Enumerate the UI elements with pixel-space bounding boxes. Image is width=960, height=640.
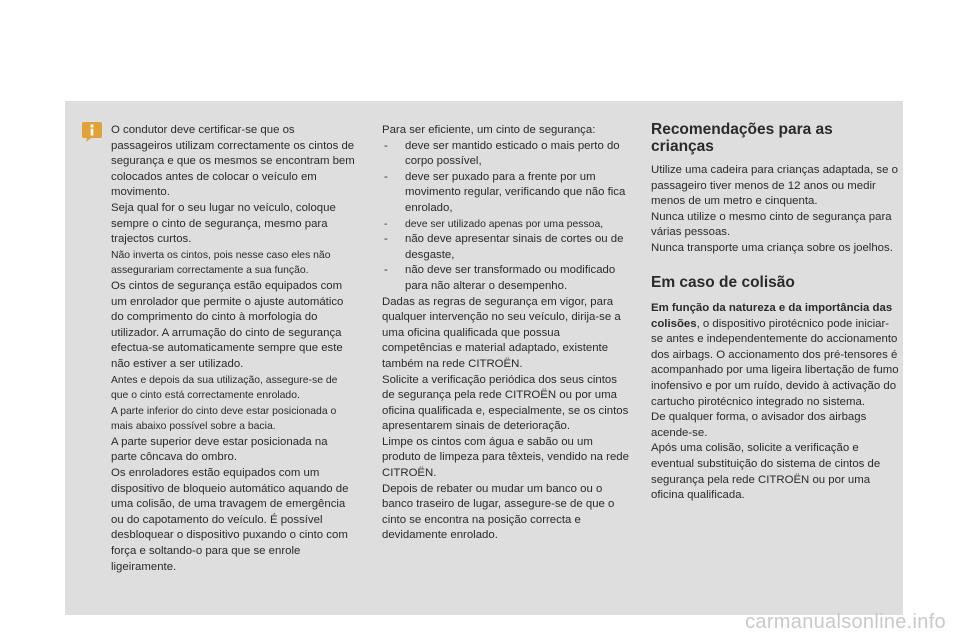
paragraph: Depois de rebater ou mudar um banco ou o banco traseiro de lugar, assegure-se de que o cinto se encontra na posição correcta e devidamente enrolado. [382, 482, 615, 542]
paragraph: Solicite a verificação periódica dos seus cintos de segurança pela rede CITROËN ou por uma oficina qualificada e, especialmente, se os cintos apresentarem sinais de deterioração. [382, 373, 629, 433]
collision-text: , o dispositivo pirotécnico pode iniciar-se antes e independentemente do accionamento dos airbags. O accionamento dos pré-tensores é acompanhado por uma ligeira libertação de fumo inofensivo e por um ruído, devido à activação do cartucho pirotécnico integrado no sistema. [651, 317, 899, 408]
paragraph: O condutor deve certificar-se que os passageiros utilizam correctamente os cintos de segurança e que os mesmos se encontram bem colocados antes de colocar o veículo em movimento. [111, 124, 355, 199]
paragraph: Antes e depois da sua utilização, assegure-se de que o cinto está correctamente enrolado. [111, 374, 338, 402]
list-item: - não deve apresentar sinais de cortes ou de desgaste, [382, 232, 632, 263]
paragraph: Nunca utilize o mesmo cinto de segurança para várias pessoas. [651, 210, 892, 239]
info-column [111, 123, 356, 575]
paragraph: De qualquer forma, o avisador dos airbags acende-se. [651, 411, 867, 439]
paragraph: Os enroladores estão equipados com um dispositivo de bloqueio automático aquando de uma colisão, de uma travagem de emergência ou do capotamento do veículo. É possível desbloquear o dispositivo puxando o cinto com força e soltando-o para que se enrole ligeiramente. [111, 467, 349, 573]
heading-collision: Em caso de colisão [651, 273, 795, 291]
paragraph: Após uma colisão, solicite a verificação e eventual substituição do sistema de cintos de segurança pela rede CITROËN ou por uma oficina qualificada. [651, 442, 881, 502]
paragraph: Dadas as regras de segurança em vigor, para qualquer intervenção no seu veículo, dirija-se a uma oficina qualificada que possua competências e material adaptado, existente também na rede CITROËN. [382, 295, 621, 370]
paragraph: Utilize uma cadeira para crianças adaptada, se o passageiro tiver menos de 12 anos ou medir menos de um metro e cinquenta. [651, 164, 898, 208]
paragraph: Limpe os cintos com água e sabão ou um produto de limpeza para têxteis, vendido na rede CITROËN. [382, 435, 629, 480]
belt-efficiency-column [382, 123, 632, 544]
list-item: - deve ser utilizado apenas por uma pessoa, [382, 217, 632, 233]
paragraph: A parte superior deve estar posicionada na parte côncava do ombro. [111, 435, 328, 464]
list-item: - não deve ser transformado ou modificado para não alterar o desempenho. [382, 263, 632, 294]
paragraph: Seja qual for o seu lugar no veículo, coloque sempre o cinto de segurança, mesmo para trajectos curtos. [111, 201, 336, 246]
paragraph [651, 301, 899, 410]
watermark: carmanualsonline.info [745, 611, 946, 633]
paragraph: Os cintos de segurança estão equipados com um enrolador que permite o ajuste automático do comprimento do cinto à morfologia do utilizador. A arrumação do cinto de segurança efectua-se automaticamente sempre que este não estiver a ser utilizado. [111, 279, 344, 370]
intro-text: Para ser eficiente, um cinto de segurança: [382, 124, 596, 136]
paragraph: A parte inferior do cinto deve estar posicionada o mais abaixo possível sobre a bacia. [111, 405, 337, 433]
collision-bold-text: Em função da natureza e da importância das colisões [651, 302, 893, 330]
paragraph: Não inverta os cintos, pois nesse caso eles não assegurariam correctamente a sua função. [111, 249, 331, 277]
heading-children: Recomendações para as crianças [651, 121, 833, 155]
list-item: - deve ser puxado para a frente por um movimento regular, verificando que não fica enrolado, [382, 170, 632, 217]
paragraph: Nunca transporte uma criança sobre os joelhos. [651, 241, 893, 254]
children-collision-column [651, 122, 899, 504]
list-item: - deve ser mantido esticado o mais perto do corpo possível, [382, 139, 632, 170]
info-icon [80, 120, 104, 144]
